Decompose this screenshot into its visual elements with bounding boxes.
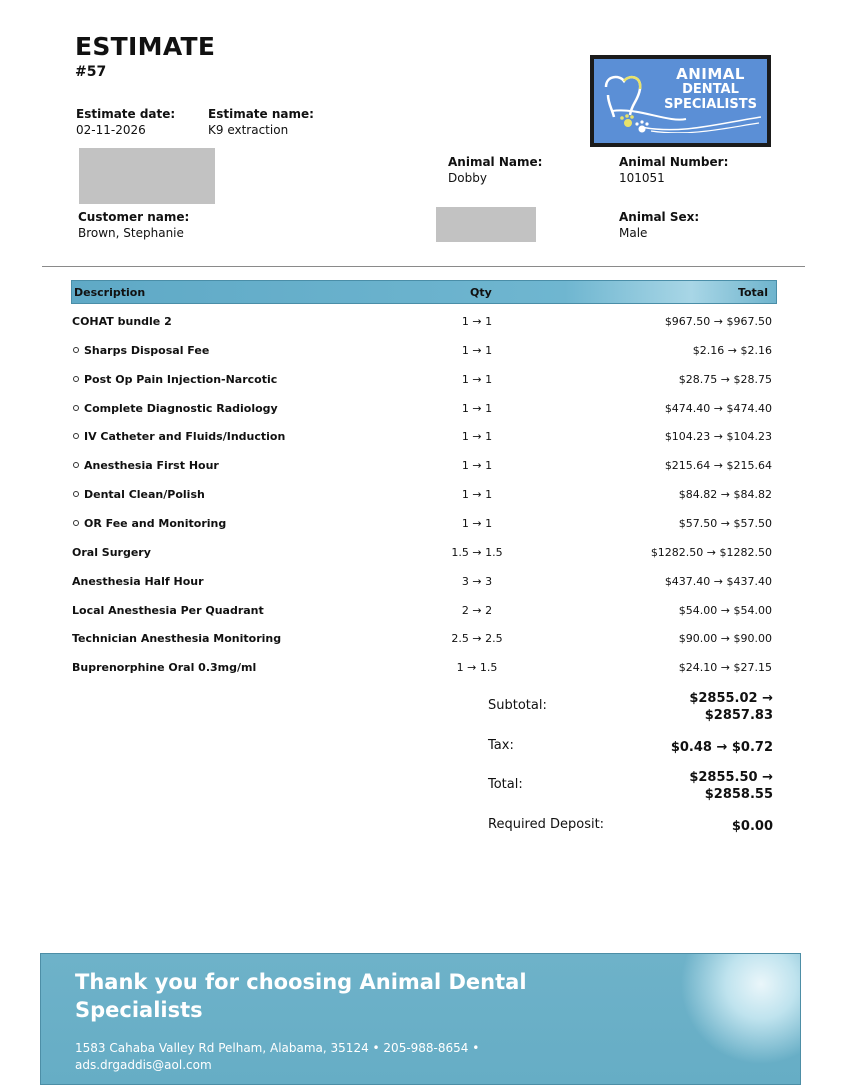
- sub-item-bullet-icon: [73, 433, 79, 439]
- table-row: [72, 546, 772, 564]
- animal-number-value: 101051: [619, 171, 665, 185]
- table-row: [72, 575, 772, 593]
- item-description-text: IV Catheter and Fluids/Induction: [84, 430, 286, 444]
- logo-line-3: SPECIALISTS: [664, 97, 757, 112]
- table-row: [72, 488, 772, 506]
- footer-banner: [40, 953, 801, 1085]
- sub-item-bullet-icon: [73, 347, 79, 353]
- item-description-text: Oral Surgery: [72, 545, 151, 559]
- item-description: [72, 546, 151, 559]
- item-description: [72, 344, 209, 357]
- customer-name-value: Brown, Stephanie: [78, 226, 184, 240]
- logo-line-1: ANIMAL: [676, 65, 745, 83]
- sub-item-bullet-icon: [73, 520, 79, 526]
- clinic-logo: [590, 55, 771, 147]
- estimate-number: #57: [75, 64, 107, 80]
- item-qty: 1 → 1.5: [456, 661, 498, 675]
- swoosh-icon: [641, 113, 761, 133]
- item-total: $28.75 → $28.75: [678, 372, 772, 386]
- item-description-text: Complete Diagnostic Radiology: [84, 401, 278, 415]
- item-description-text: Anesthesia First Hour: [84, 459, 219, 473]
- redacted-field-block: [436, 207, 536, 242]
- section-divider: [42, 266, 805, 267]
- table-row: [72, 604, 772, 622]
- sub-item-bullet-icon: [73, 376, 79, 382]
- sub-item-bullet-icon: [73, 405, 79, 411]
- total-value: [689, 769, 773, 803]
- table-row: [72, 315, 772, 333]
- item-qty: 1 → 1: [461, 459, 493, 473]
- item-description-text: Sharps Disposal Fee: [84, 343, 210, 357]
- item-total: $967.50 → $967.50: [664, 315, 772, 328]
- item-description: [72, 604, 264, 617]
- item-qty: 2 → 2: [461, 603, 493, 617]
- item-description: [72, 402, 278, 415]
- item-description: [72, 430, 285, 443]
- column-header-qty: Qty: [470, 286, 492, 299]
- item-description-text: Anesthesia Half Hour: [72, 574, 204, 588]
- logo-line-2: DENTAL: [682, 82, 739, 97]
- estimate-name-label: Estimate name:: [208, 107, 314, 121]
- footer-contact: 1583 Cahaba Valley Rd Pelham, Alabama, 35124 • 205-988-8654 • ads.drgaddis@aol.com: [75, 1041, 480, 1072]
- table-row: [72, 517, 772, 535]
- subtotal-line-1: $2855.02 →: [689, 691, 773, 706]
- item-qty: 1 → 1: [461, 401, 493, 415]
- item-total: $437.40 → $437.40: [664, 574, 772, 588]
- item-description-text: OR Fee and Monitoring: [84, 516, 227, 530]
- subtotal-label: Subtotal:: [488, 698, 547, 713]
- table-row: [72, 373, 772, 391]
- customer-name-label: Customer name:: [78, 210, 190, 224]
- estimate-date-value: 02-11-2026: [76, 123, 146, 137]
- item-total: $474.40 → $474.40: [664, 401, 772, 415]
- item-description: [72, 488, 205, 501]
- tax-label: Tax:: [488, 738, 514, 753]
- item-total: $84.82 → $84.82: [678, 488, 772, 502]
- total-line-2: $2858.55: [704, 787, 773, 802]
- estimate-name-value: K9 extraction: [208, 123, 289, 137]
- table-row: [72, 661, 772, 679]
- item-description-text: Buprenorphine Oral 0.3mg/ml: [72, 661, 257, 675]
- item-description: [72, 661, 256, 674]
- estimate-date-label: Estimate date:: [76, 107, 176, 121]
- item-description-text: Technician Anesthesia Monitoring: [72, 632, 282, 646]
- item-description-text: COHAT bundle 2: [72, 315, 172, 328]
- table-row: [72, 459, 772, 477]
- subtotal-line-2: $2857.83: [704, 708, 773, 723]
- footer-thank-you: Thank you for choosing Animal Dental Specialists: [75, 970, 527, 1022]
- tax-value: $0.48 → $0.72: [670, 740, 773, 755]
- sub-item-bullet-icon: [73, 491, 79, 497]
- item-description: [72, 632, 281, 645]
- item-qty: 1 → 1: [461, 488, 493, 502]
- table-row: [72, 430, 772, 448]
- item-description-text: Local Anesthesia Per Quadrant: [72, 603, 264, 617]
- animal-number-label: Animal Number:: [619, 155, 729, 169]
- item-description: [72, 459, 219, 472]
- sub-item-bullet-icon: [73, 462, 79, 468]
- column-header-description: Description: [74, 286, 146, 299]
- table-row: [72, 344, 772, 362]
- document-title: ESTIMATE: [75, 32, 216, 61]
- item-total: $2.16 → $2.16: [692, 343, 772, 357]
- animal-name-value: Dobby: [448, 171, 487, 185]
- item-total: $24.10 → $27.15: [678, 661, 772, 675]
- item-description: [72, 575, 204, 588]
- table-header: [71, 280, 777, 304]
- animal-sex-value: Male: [619, 226, 648, 240]
- item-total: $57.50 → $57.50: [678, 516, 772, 530]
- item-description: [72, 517, 226, 530]
- required-deposit-label: Required Deposit:: [488, 817, 605, 832]
- required-deposit-value: $0.00: [731, 819, 773, 834]
- item-qty: 1.5 → 1.5: [451, 545, 503, 559]
- item-qty: 1 → 1: [461, 315, 493, 328]
- item-total: $104.23 → $104.23: [664, 430, 772, 444]
- item-description-text: Dental Clean/Polish: [84, 488, 205, 502]
- total-line-1: $2855.50 →: [689, 770, 773, 785]
- item-qty: 1 → 1: [461, 516, 493, 530]
- item-qty: 2.5 → 2.5: [451, 632, 503, 646]
- redacted-address-block: [79, 148, 215, 204]
- item-qty: 3 → 3: [461, 574, 493, 588]
- subtotal-value: [689, 690, 773, 724]
- table-row: [72, 632, 772, 650]
- item-total: $90.00 → $90.00: [678, 632, 772, 646]
- item-description: [72, 373, 277, 386]
- item-qty: 1 → 1: [461, 372, 493, 386]
- item-total: $54.00 → $54.00: [678, 603, 772, 617]
- item-qty: 1 → 1: [461, 430, 493, 444]
- animal-name-label: Animal Name:: [448, 155, 543, 169]
- column-header-total: Total: [737, 286, 768, 299]
- item-description-text: Post Op Pain Injection-Narcotic: [84, 372, 278, 386]
- item-total: $215.64 → $215.64: [664, 459, 772, 473]
- table-row: [72, 402, 772, 420]
- item-qty: 1 → 1: [461, 343, 493, 357]
- total-label: Total:: [488, 777, 523, 792]
- animal-sex-label: Animal Sex:: [619, 210, 700, 224]
- item-total: $1282.50 → $1282.50: [650, 545, 772, 559]
- item-description: [72, 315, 172, 328]
